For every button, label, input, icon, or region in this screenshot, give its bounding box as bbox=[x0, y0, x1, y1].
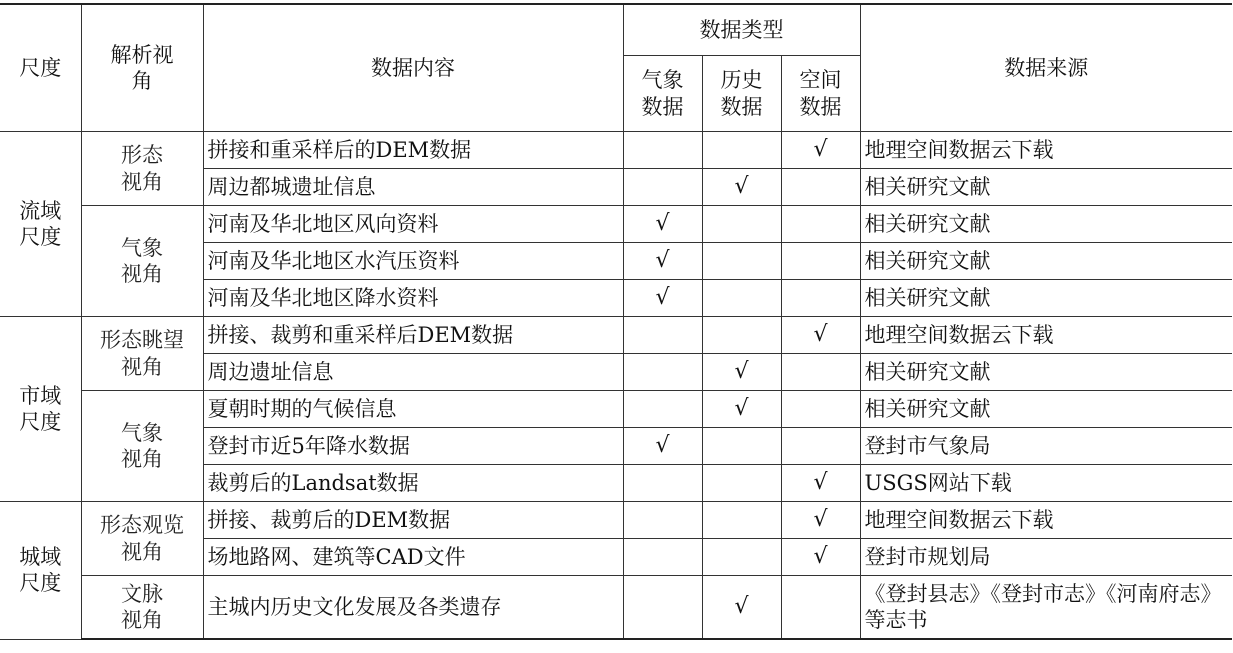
view-cell: 形态视角 bbox=[81, 132, 203, 206]
header-view: 解析视角 bbox=[81, 4, 203, 132]
spatial-check-cell bbox=[781, 428, 860, 465]
source-cell: 地理空间数据云下载 bbox=[860, 132, 1232, 169]
header-scale: 尺度 bbox=[0, 4, 81, 132]
table-row bbox=[0, 206, 1232, 243]
content-cell: 河南及华北地区风向资料 bbox=[203, 206, 623, 243]
content-cell: 河南及华北地区降水资料 bbox=[203, 280, 623, 317]
spatial-check-cell: √ bbox=[781, 502, 860, 539]
header-weather-data: 气象数据 bbox=[623, 56, 702, 132]
history-check-cell bbox=[702, 502, 781, 539]
weather-check-cell: √ bbox=[623, 428, 702, 465]
header-source: 数据来源 bbox=[860, 4, 1232, 132]
content-cell: 主城内历史文化发展及各类遗存 bbox=[203, 576, 623, 640]
content-cell: 周边遗址信息 bbox=[203, 354, 623, 391]
view-cell: 文脉视角 bbox=[81, 576, 203, 640]
spatial-check-cell bbox=[781, 391, 860, 428]
table-row bbox=[0, 576, 1232, 640]
weather-check-cell bbox=[623, 465, 702, 502]
spatial-check-cell bbox=[781, 354, 860, 391]
history-check-cell bbox=[702, 280, 781, 317]
weather-check-cell bbox=[623, 539, 702, 576]
spatial-check-cell bbox=[781, 243, 860, 280]
spatial-check-cell bbox=[781, 576, 860, 640]
content-cell: 场地路网、建筑等CAD文件 bbox=[203, 539, 623, 576]
history-check-cell: √ bbox=[702, 391, 781, 428]
content-cell: 夏朝时期的气候信息 bbox=[203, 391, 623, 428]
spatial-check-cell: √ bbox=[781, 317, 860, 354]
weather-check-cell bbox=[623, 317, 702, 354]
history-check-cell: √ bbox=[702, 169, 781, 206]
table-row bbox=[0, 317, 1232, 354]
weather-check-cell: √ bbox=[623, 243, 702, 280]
header-row-top bbox=[0, 4, 1232, 56]
spatial-check-cell: √ bbox=[781, 132, 860, 169]
source-cell: 《登封县志》《登封市志》《河南府志》等志书 bbox=[860, 576, 1232, 640]
source-cell: 相关研究文献 bbox=[860, 206, 1232, 243]
weather-check-cell bbox=[623, 502, 702, 539]
content-cell: 裁剪后的Landsat数据 bbox=[203, 465, 623, 502]
data-source-table bbox=[0, 3, 1232, 640]
source-cell: 相关研究文献 bbox=[860, 391, 1232, 428]
spatial-check-cell: √ bbox=[781, 465, 860, 502]
history-check-cell bbox=[702, 539, 781, 576]
spatial-check-cell bbox=[781, 169, 860, 206]
content-cell: 拼接、裁剪和重采样后DEM数据 bbox=[203, 317, 623, 354]
table-row bbox=[0, 391, 1232, 428]
spatial-check-cell: √ bbox=[781, 539, 860, 576]
source-cell: 相关研究文献 bbox=[860, 169, 1232, 206]
spatial-check-cell bbox=[781, 280, 860, 317]
view-cell: 气象视角 bbox=[81, 391, 203, 502]
table-row bbox=[0, 502, 1232, 539]
header-content: 数据内容 bbox=[203, 4, 623, 132]
source-cell: USGS网站下载 bbox=[860, 465, 1232, 502]
history-check-cell: √ bbox=[702, 354, 781, 391]
source-cell: 登封市气象局 bbox=[860, 428, 1232, 465]
history-check-cell bbox=[702, 465, 781, 502]
weather-check-cell bbox=[623, 391, 702, 428]
history-check-cell bbox=[702, 428, 781, 465]
table-row bbox=[0, 132, 1232, 169]
history-check-cell bbox=[702, 317, 781, 354]
history-check-cell bbox=[702, 206, 781, 243]
view-cell: 形态眺望视角 bbox=[81, 317, 203, 391]
view-cell: 气象视角 bbox=[81, 206, 203, 317]
source-cell: 相关研究文献 bbox=[860, 280, 1232, 317]
weather-check-cell bbox=[623, 132, 702, 169]
content-cell: 登封市近5年降水数据 bbox=[203, 428, 623, 465]
content-cell: 河南及华北地区水汽压资料 bbox=[203, 243, 623, 280]
content-cell: 拼接和重采样后的DEM数据 bbox=[203, 132, 623, 169]
history-check-cell bbox=[702, 132, 781, 169]
weather-check-cell: √ bbox=[623, 206, 702, 243]
source-cell: 登封市规划局 bbox=[860, 539, 1232, 576]
source-cell: 地理空间数据云下载 bbox=[860, 502, 1232, 539]
history-check-cell: √ bbox=[702, 576, 781, 640]
source-cell: 相关研究文献 bbox=[860, 354, 1232, 391]
content-cell: 拼接、裁剪后的DEM数据 bbox=[203, 502, 623, 539]
source-cell: 相关研究文献 bbox=[860, 243, 1232, 280]
scale-cell: 城域尺度 bbox=[0, 502, 81, 640]
weather-check-cell bbox=[623, 169, 702, 206]
weather-check-cell bbox=[623, 354, 702, 391]
weather-check-cell bbox=[623, 576, 702, 640]
history-check-cell bbox=[702, 243, 781, 280]
table-body bbox=[0, 132, 1232, 640]
header-spatial-data: 空间数据 bbox=[781, 56, 860, 132]
spatial-check-cell bbox=[781, 206, 860, 243]
header-history-data: 历史数据 bbox=[702, 56, 781, 132]
scale-cell: 流域尺度 bbox=[0, 132, 81, 317]
weather-check-cell: √ bbox=[623, 280, 702, 317]
content-cell: 周边都城遗址信息 bbox=[203, 169, 623, 206]
view-cell: 形态观览视角 bbox=[81, 502, 203, 576]
source-cell: 地理空间数据云下载 bbox=[860, 317, 1232, 354]
scale-cell: 市域尺度 bbox=[0, 317, 81, 502]
header-data-type: 数据类型 bbox=[623, 4, 860, 56]
